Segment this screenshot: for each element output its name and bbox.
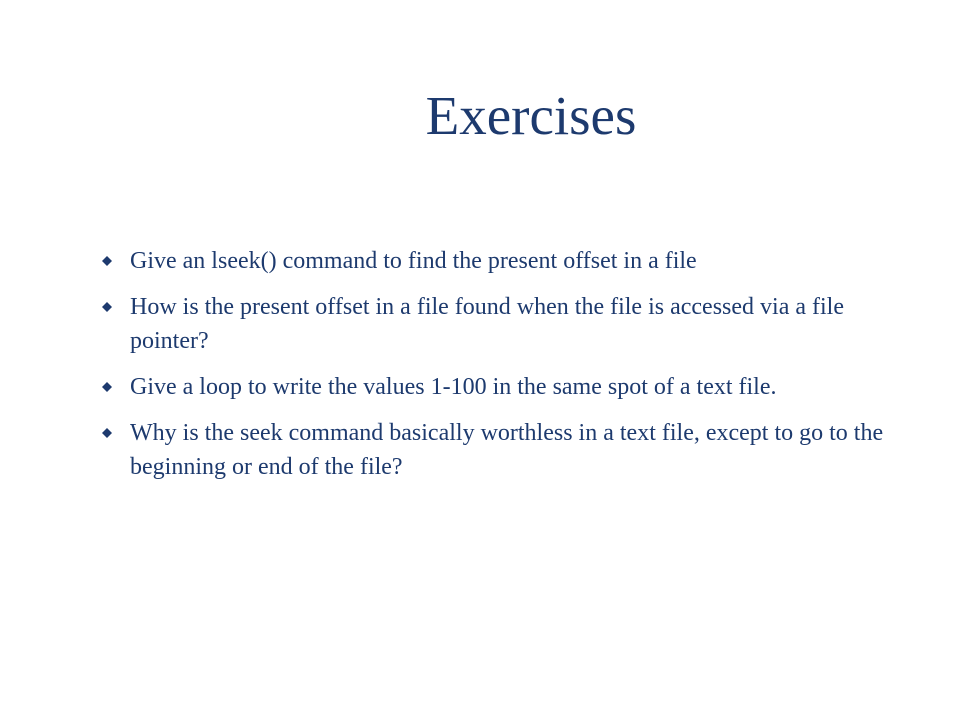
diamond-bullet-icon [100,300,114,314]
bullet-item [96,416,896,484]
bullet-text: Give a loop to write the values 1-100 in the same spot of a text file. [130,374,777,400]
bullet-list [96,244,896,496]
diamond-bullet-icon [100,426,114,440]
bullet-text: Give an lseek() command to find the present offset in a file [130,248,697,274]
diamond-bullet-icon [100,254,114,268]
bullet-item [96,370,896,404]
slide-title: Exercises [425,85,637,146]
bullet-item [96,244,896,278]
diamond-bullet-icon [100,380,114,394]
bullet-item [96,290,896,358]
bullet-text: Why is the seek command basically worthless in a text file, except to go to the beginning or end of the file? [130,420,884,480]
bullet-text: How is the present offset in a file found when the file is accessed via a file pointer? [130,294,844,354]
